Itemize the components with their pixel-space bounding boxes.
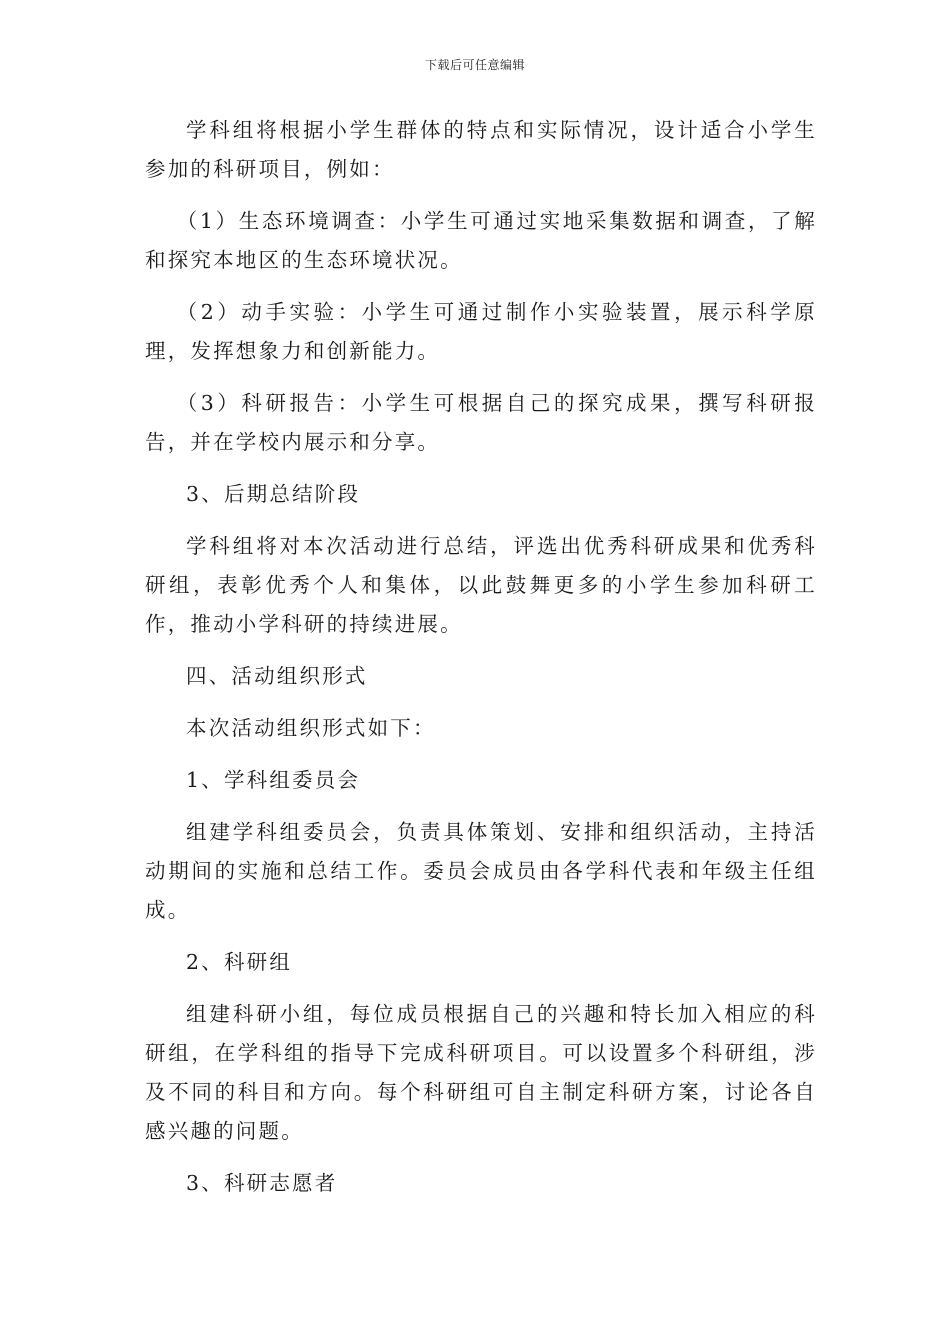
subheading-committee: 1、学科组委员会 xyxy=(186,768,361,792)
paragraph-intro: 学科组将根据小学生群体的特点和实际情况，设计适合小学生参加的科研项目，例如： xyxy=(145,118,817,181)
section-heading-summary-stage: 3、后期总结阶段 xyxy=(186,482,361,506)
paragraph-item-experiment: （2）动手实验：小学生可通过制作小实验装置，展示科学原理，发挥想象力和创新能力。 xyxy=(145,300,817,363)
section-heading-organization: 四、活动组织形式 xyxy=(186,664,368,688)
paragraph-organization-intro: 本次活动组织形式如下： xyxy=(186,716,436,740)
paragraph-summary: 学科组将对本次活动进行总结，评选出优秀科研成果和优秀科研组，表彰优秀个人和集体，以此鼓舞更多的小学生参加科研工作，推动小学科研的持续进展。 xyxy=(145,534,817,636)
paragraph-committee: 组建学科组委员会，负责具体策划、安排和组织活动，主持活动期间的实施和总结工作。委员会成员由各学科代表和年级主任组成。 xyxy=(145,820,817,922)
page-header: 下载后可任意编辑 xyxy=(424,58,525,72)
subheading-research-group: 2、科研组 xyxy=(186,950,293,974)
subheading-volunteers: 3、科研志愿者 xyxy=(186,1171,338,1195)
paragraph-item-ecology: （1）生态环境调查：小学生可通过实地采集数据和调查，了解和探究本地区的生态环境状况。 xyxy=(145,209,817,272)
document-body xyxy=(145,111,817,1216)
paragraph-item-report: （3）科研报告：小学生可根据自己的探究成果，撰写科研报告，并在学校内展示和分享。 xyxy=(145,391,817,454)
paragraph-research-group: 组建科研小组，每位成员根据自己的兴趣和特长加入相应的科研组，在学科组的指导下完成科研项目。可以设置多个科研组，涉及不同的科目和方向。每个科研组可自主制定科研方案，讨论各自感兴趣的问题。 xyxy=(145,1002,817,1143)
